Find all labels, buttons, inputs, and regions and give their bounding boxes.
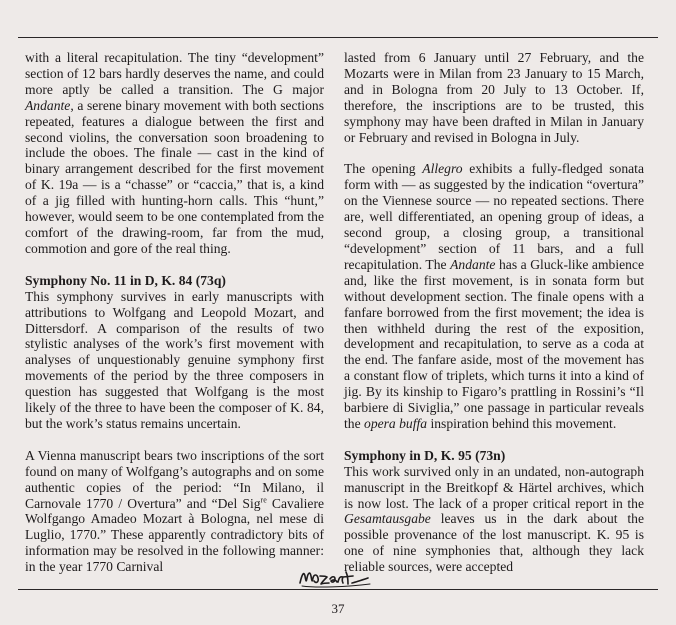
left-paragraph-2: This symphony survives in early manuscripts with attributions to Wolfgang and Leopold Mozart, and Dittersdorf. A comparison of the results of two stylistic analyses of the work’s first movement with analyses of unquestionably genuine symphony first movements of the period by the three composers in question has suggested that Wolfgang is the most likely of the three to have been the composer of K. 84, but the work’s status remains uncertain. <box>25 288 324 431</box>
left-paragraph-3: A Vienna manuscript bears two inscriptions of the sort found on many of Wolfgang’s autographs and on some authentic copies of the period: “In Milano, il Carnovale 1770 / Overtura” and “Del Sig$^{re}$ Cavaliere Wolfgango Amadeo Mozart à Bologna, nel mese di Luglio, 1770.” These apparently contradictory bits of information may be resolved in the following manner: in the year 1770 Carnival <box>25 447 325 575</box>
right-paragraph-1: lasted from 6 January until 27 February, and the Mozarts were in Milan from 23 January to 15 March, and in Bologna from 20 July to 13 October. If, therefore, the inscriptions are to be trusted, this symphony may have been drafted in Milan in January or February and revised in Bologna in July. <box>344 50 644 145</box>
bottom-rule <box>18 589 658 590</box>
right-heading: Symphony in D, K. 95 (73n) <box>344 447 506 463</box>
right-paragraph-2: The opening Allegro exhibits a fully-fledged sonata form with — as suggested by the indication “overtura” on the Viennese source — no repeated sections. There are, well differentiated, an opening group of ideas, a second group, a closing group, a transitional “development” section of 11 bars, and a full recapitulation. The Andante has a Gluck-like ambience and, like the first movement, is in sonata form but without development section. The finale opens with a fanfare borrowed from the first movement; the idea is then withheld during the rest of the exposition, development and recapitulation, to serve as a coda at the end. The fanfare aside, most of the movement has a constant flow of triplets, which turns it into a kind of jig. By its kinship to Figaro’s prattling in Rossini’s “Il barbiere di Siviglia,” one passage in particular reveals the opera buffa inspiration behind this movement. <box>344 161 644 431</box>
page-number: 37 <box>331 601 345 616</box>
right-column <box>344 50 644 575</box>
right-paragraph-3: This work survived only in an undated, non-autograph manuscript in the Breitkopf & Härtel archives, which is now lost. The lack of a proper critical report in the Gesamtausgabe leaves us in the dark about the possible provenance of the lost manuscript. K. 95 is one of nine symphonies that, although they lack reliable sources, were accepted <box>344 463 644 575</box>
left-column <box>25 50 324 575</box>
mozart-signature-logo <box>296 566 376 590</box>
top-rule <box>18 37 658 38</box>
left-paragraph-1: with a literal recapitulation. The tiny “development” section of 12 bars hardly deserves the name, and could more aptly be called a transition. The G major Andante, a serene binary movement with both sections repeated, features a dialogue between the first and second violins, the conversation soon broadening to include the oboes. The finale — cast in the kind of binary arrangement described for the first movement of K. 19a — is a “chasse” or “caccia,” that is, a kind of a jig filled with hunting-horn calls. This “hunt,” however, would seem to be one contemplated from the comfort of the drawing-room, far from the mud, commotion and gore of the real thing. <box>25 50 324 256</box>
left-heading: Symphony No. 11 in D, K. 84 (73q) <box>25 272 226 288</box>
